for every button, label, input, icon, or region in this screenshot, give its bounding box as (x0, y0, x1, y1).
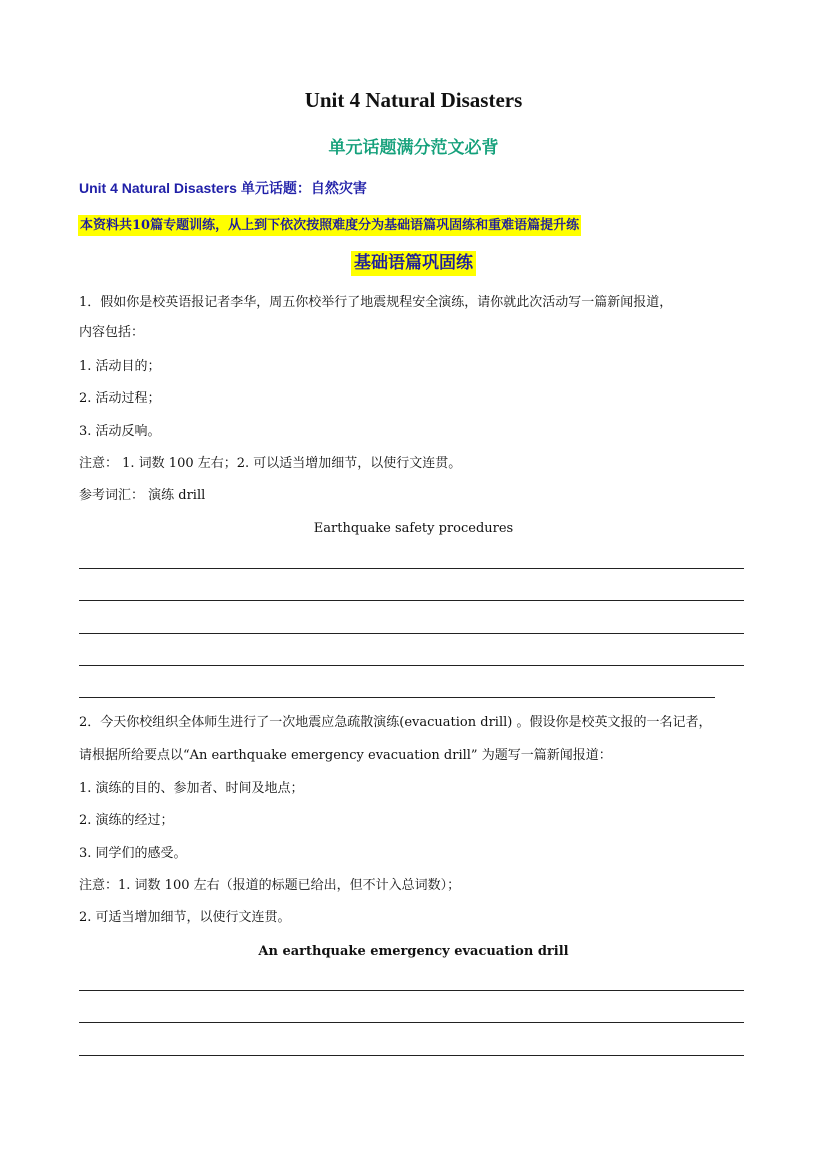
q1-prompt-line1: 1．假如你是校英语报记者李华，周五你校举行了地震规程安全演练，请你就此次活动写一篇新闻报道， (79, 295, 673, 310)
section-heading (0, 251, 827, 276)
document-title: Unit 4 Natural Disasters (304, 88, 523, 112)
q2-prompt-line1: 2．今天你校组织全体师生进行了一次地震应急疏散演练(evacuation drill) 。假设你是校英文报的一名记者， (79, 715, 712, 730)
highlighted-note: 本资料共10篇专题训练，从上到下依次按照难度分为基础语篇巩固练和重难语篇提升练 (78, 215, 581, 236)
writing-line (79, 697, 715, 698)
q2-prompt-line2: 请根据所给要点以“An earthquake emergency evacuation drill” 为题写一篇新闻报道： (79, 748, 612, 763)
writing-line (79, 665, 744, 666)
unit-topic-english: Unit 4 Natural Disasters (79, 180, 241, 196)
writing-line (79, 1055, 744, 1056)
q1-vocabulary: 参考词汇： 演练 drill (79, 488, 206, 503)
q2-notice-2: 2. 可适当增加细节，以使行文连贯。 (79, 910, 291, 925)
document-subtitle: 单元话题满分范文必背 (328, 138, 499, 158)
q2-item-1: 1. 演练的目的、参加者、时间及地点； (79, 781, 304, 796)
writing-line (79, 990, 744, 991)
writing-line (79, 633, 744, 634)
writing-line (79, 600, 744, 601)
q2-item-2: 2. 演练的经过； (79, 813, 174, 828)
q2-item-3: 3. 同学们的感受。 (79, 846, 187, 861)
q1-prompt-line2: 内容包括： (79, 325, 145, 340)
q1-essay-title: Earthquake safety procedures (313, 521, 514, 536)
writing-line (79, 568, 744, 569)
unit-topic (79, 178, 367, 198)
q1-item-3: 3. 活动反响。 (79, 424, 161, 439)
q1-item-1: 1. 活动目的； (79, 359, 161, 374)
q2-notice-1: 注意：1. 词数 100 左右（报道的标题已给出，但不计入总词数）； (79, 878, 461, 893)
section-heading-label: 基础语篇巩固练 (351, 251, 476, 276)
q2-essay-title: An earthquake emergency evacuation drill (258, 944, 569, 959)
writing-line (79, 1022, 744, 1023)
unit-topic-chinese: 单元话题：自然灾害 (240, 181, 367, 197)
q1-item-2: 2. 活动过程； (79, 391, 161, 406)
q1-notice: 注意： 1. 词数 100 左右；2. 可以适当增加细节，以使行文连贯。 (79, 456, 462, 471)
